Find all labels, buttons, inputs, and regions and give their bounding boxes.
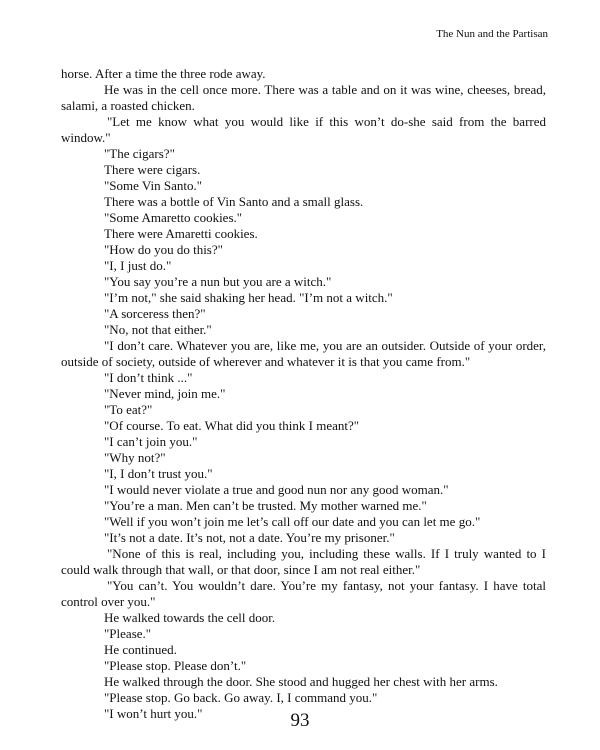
paragraph: He was in the cell once more. There was a table and on it was wine, cheeses, bread, salami, a roasted chicken. bbox=[61, 82, 546, 113]
paragraph: "Why not?" bbox=[104, 450, 166, 465]
paragraph: "I’m not," she said shaking her head. "I’m not a witch." bbox=[104, 290, 393, 305]
paragraph: There was a bottle of Vin Santo and a small glass. bbox=[104, 194, 364, 209]
paragraph: "You’re a man. Men can’t be trusted. My mother warned me." bbox=[104, 498, 427, 513]
body-text bbox=[61, 66, 546, 722]
paragraph: "I would never violate a true and good nun nor any good woman." bbox=[104, 482, 449, 497]
paragraph: "I don’t care. Whatever you are, like me, you are an outsider. Outside of your order, outside of society, outside of wherever and whatever it is that you came from." bbox=[61, 338, 546, 369]
paragraph: "Some Vin Santo." bbox=[104, 178, 203, 193]
paragraph: "Well if you won’t join me let’s call off our date and you can let me go." bbox=[104, 514, 481, 529]
paragraph: "I don’t think ..." bbox=[104, 370, 193, 385]
paragraph: "To eat?" bbox=[104, 402, 153, 417]
paragraph: horse. After a time the three rode away. bbox=[61, 66, 266, 81]
paragraph: "A sorceress then?" bbox=[104, 306, 206, 321]
paragraph: There were cigars. bbox=[104, 162, 201, 177]
page-number: 93 bbox=[290, 710, 310, 731]
running-header: The Nun and the Partisan bbox=[436, 28, 548, 40]
paragraph: "Please stop. Please don’t." bbox=[104, 658, 247, 673]
paragraph: "I, I don’t trust you." bbox=[104, 466, 213, 481]
paragraph: "Some Amaretto cookies." bbox=[104, 210, 243, 225]
paragraph: "I won’t hurt you." bbox=[104, 706, 203, 721]
paragraph: "You say you’re a nun but you are a witch." bbox=[104, 274, 332, 289]
paragraph: "It’s not a date. It’s not, not a date. You’re my prisoner." bbox=[104, 530, 395, 545]
paragraph: "The cigars?" bbox=[104, 146, 175, 161]
paragraph: There were Amaretti cookies. bbox=[104, 226, 258, 241]
paragraph: "Please." bbox=[104, 626, 152, 641]
paragraph: "I can’t join you." bbox=[104, 434, 198, 449]
paragraph: "I, I just do." bbox=[104, 258, 172, 273]
paragraph: He walked towards the cell door. bbox=[104, 610, 276, 625]
paragraph: "How do you do this?" bbox=[104, 242, 223, 257]
paragraph: "Let me know what you would like if this won’t do-she said from the barred window." bbox=[61, 114, 546, 145]
paragraph: "No, not that either." bbox=[104, 322, 212, 337]
paragraph: He walked through the door. She stood and hugged her chest with her arms. bbox=[104, 674, 498, 689]
paragraph: "Of course. To eat. What did you think I meant?" bbox=[104, 418, 360, 433]
paragraph: "Never mind, join me." bbox=[104, 386, 226, 401]
paragraph: "You can’t. You wouldn’t dare. You’re my fantasy, not your fantasy. I have total control over you." bbox=[61, 578, 546, 609]
paragraph: "None of this is real, including you, including these walls. If I truly wanted to I could walk through that wall, or that door, since I am not real either." bbox=[61, 546, 546, 577]
paragraph: He continued. bbox=[104, 642, 177, 657]
paragraph: "Please stop. Go back. Go away. I, I command you." bbox=[104, 690, 378, 705]
